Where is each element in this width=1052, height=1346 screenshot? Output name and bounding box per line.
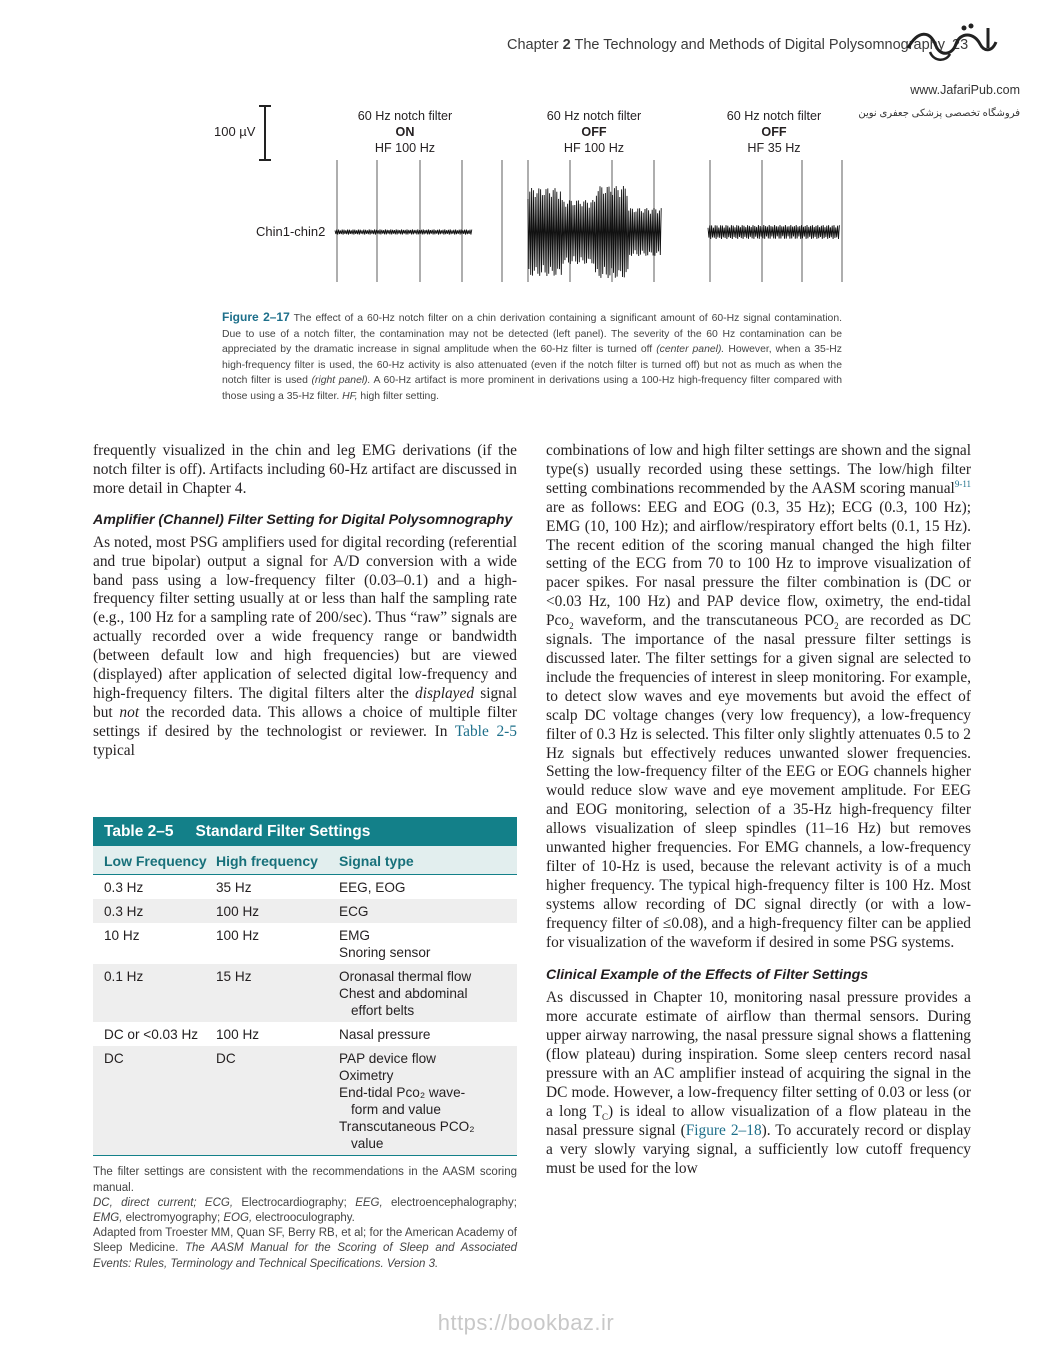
section-heading-amplifier: Amplifier (Channel) Filter Setting for Digital Polysomnography bbox=[93, 511, 513, 528]
table-title-bar bbox=[93, 817, 517, 846]
chapter-label: Chapter bbox=[507, 37, 559, 53]
signal-line: PAP device flow bbox=[339, 1051, 436, 1066]
right-paragraph-1: combinations of low and high filter settings are shown and the signal type(s) usually recorded using these settings. The low/high filter setting combinations recommended by the AASM scoring manual$^{9-11}$ are as follows: EEG and EOG (0.3, 35 Hz); ECG (0.3, 100 Hz); EMG (10, 100 Hz); and airflow/respiratory effort belts (0.1, 15 Hz). The recent edition of the scoring manual changed the high filter setting of the ECG from 70 to 100 Hz to improve visualization of pacer spikes. For nasal pressure the filter combination is (DC or <0.03 Hz, 100 Hz) and PAP device flow, oximetry, the end-tidal Pco$_2$ waveform, and the transcutaneous $PCO_2$ are recorded as DC signals. The importance of the nasal pressure filter settings is discussed later. The filter settings for a given signal are selected to include the frequencies of interest in sleep monitoring. For example, to detect slow waves and eye movements but avoid the effect of scalp DC voltage changes (very low frequency), a low-frequency filter of 0.3 Hz is selected. This filter only slightly attenuates 0.5 to 2 Hz signals but effectively reduces unwanted slower frequencies. Setting the low-frequency filter of the EEG or EOG channels higher would reduce slow wave and eye movement amplitude. For EEG and EOG monitoring, selection of a 35-Hz high-frequency filter allows visualization of sleep spindles (11–16 Hz) but removes unwanted higher frequencies. For EMG channels, a low-frequency filter of 10-Hz is used, because the relevant activity is of a much higher frequency. The typical high-frequency filter is 100 Hz. Most systems allow recording of DC signal directly (or with a low-frequency filter of ≤0.08), and a high-frequency filter can be applied for visualization of the waveform if desired in some PSG systems. bbox=[546, 442, 971, 951]
footer-url[interactable]: https://bookbaz.ir bbox=[437, 1310, 615, 1335]
panel-3-line3: HF 35 Hz bbox=[747, 141, 801, 155]
signal-line: ECG bbox=[339, 904, 369, 919]
caption-text-4: high filter setting. bbox=[357, 390, 439, 402]
panel-2-line2: OFF bbox=[581, 125, 607, 139]
signal-line: Oronasal thermal flow bbox=[339, 969, 472, 984]
cell-high-frequency: 15 Hz bbox=[216, 969, 252, 984]
panel-2-line3: HF 100 Hz bbox=[563, 141, 625, 155]
signal-line: Snoring sensor bbox=[339, 945, 431, 960]
eeg-trace-figure bbox=[250, 100, 850, 290]
table-row bbox=[93, 899, 517, 923]
table-notes bbox=[93, 1165, 517, 1271]
cell-low-frequency: DC or <0.03 Hz bbox=[104, 1027, 199, 1042]
panel-1-line1: 60 Hz notch filter bbox=[357, 109, 453, 123]
table-row bbox=[93, 875, 517, 899]
caption-text-1: The effect of a 60-Hz notch filter on a chin derivation containing a significant amount of 60-Hz signal contamination. Due to use of a notch filter, the contamination may not be detected (left panel). The severity of the 60 Hz contamination can be appreciated by the dramatic increase in signal amplitude when the 60-Hz filter is turned off bbox=[222, 313, 843, 356]
caption-text-2: However, when a 35-Hz high-frequency filter is used, the 60-Hz activity is also attenuated (even if the notch filter is turned off) but not as much as when the notch filter is used bbox=[222, 344, 842, 387]
right-paragraph-2: As discussed in Chapter 10, monitoring nasal pressure provides a more accurate estimate of airflow than thermal sensors. During upper airway narrowing, the nasal pressure signal shows a flattening (flow plateau) during inspiration. Some sleep centers record nasal pressure with an AC amplifier instead of acquiring the signal in the DC mode. However, a low-frequency filter setting of 0.03 or less (or a long $T_C$) is ideal to allow visualization of a flow plateau in the nasal pressure signal (Figure 2–18). To accurately record or display a very slowly varying signal, a sufficiently low cutoff frequency must be used for the low bbox=[546, 989, 971, 1177]
cell-low-frequency: DC bbox=[104, 1051, 124, 1066]
table-note-2: DC, direct current; ECG, Electrocardiography; EEG, electroencephalography; EMG, electromyography; EOG, electrooculography. bbox=[93, 1196, 517, 1224]
panel-2-line1: 60 Hz notch filter bbox=[546, 109, 642, 123]
figure-2-18-link[interactable]: Figure 2–18 bbox=[685, 1121, 762, 1139]
left-paragraph-1: frequently visualized in the chin and leg EMG derivations (if the notch filter is off). Artifacts including 60-Hz artifact are discussed in more detail in Chapter 4. bbox=[93, 442, 517, 497]
chapter-title: The Technology and Methods of Digital Polysomnography bbox=[574, 37, 945, 53]
publisher-logo-icon bbox=[900, 18, 1000, 68]
caption-italic-1: (center panel). bbox=[656, 344, 725, 356]
left-column bbox=[93, 442, 517, 761]
figure-caption bbox=[222, 310, 842, 405]
cell-high-frequency: 100 Hz bbox=[216, 1027, 260, 1042]
table-row bbox=[93, 1046, 517, 1155]
signal-line: EEG, EOG bbox=[339, 880, 406, 895]
table-number: Table 2–5 bbox=[104, 823, 174, 840]
cell-high-frequency: 100 Hz bbox=[216, 904, 260, 919]
panel-1-line3: HF 100 Hz bbox=[374, 141, 436, 155]
traces bbox=[335, 186, 839, 278]
col-header-low: Low Frequency bbox=[104, 853, 207, 869]
signal-trace-panel-2 bbox=[528, 186, 661, 278]
table-header-row bbox=[93, 846, 517, 875]
cell-high-frequency: 35 Hz bbox=[216, 880, 252, 895]
col-header-signal: Signal type bbox=[339, 853, 414, 869]
chapter-number: 2 bbox=[562, 37, 571, 53]
cell-low-frequency: 0.1 Hz bbox=[104, 969, 144, 984]
signal-line: Chest and abdominal bbox=[339, 986, 468, 1001]
caption-italic-3: HF, bbox=[342, 390, 358, 402]
cell-low-frequency: 0.3 Hz bbox=[104, 904, 144, 919]
section-heading-clinical-example: Clinical Example of the Effects of Filter Settings bbox=[546, 967, 869, 984]
signal-trace-panel-3 bbox=[708, 225, 839, 239]
signal-line: Transcutaneous PCO₂ bbox=[339, 1119, 475, 1134]
table-2-5 bbox=[93, 817, 517, 1272]
cell-signal-type bbox=[339, 1026, 517, 1043]
signal-line: Oximetry bbox=[339, 1068, 394, 1083]
right-column bbox=[546, 442, 971, 1179]
col-header-high: High frequency bbox=[216, 853, 318, 869]
table-row bbox=[93, 964, 517, 1022]
watermark-persian: فروشگاه تخصصی پزشکی جعفری نوین bbox=[858, 108, 1020, 119]
reference-superscript[interactable]: 9-11 bbox=[954, 478, 971, 489]
signal-line: End-tidal Pco₂ wave- bbox=[339, 1085, 466, 1100]
channel-label: Chin1-chin2 bbox=[256, 224, 326, 239]
cell-high-frequency: DC bbox=[216, 1051, 236, 1066]
cell-signal-type bbox=[339, 1050, 517, 1152]
signal-line: form and value bbox=[351, 1102, 441, 1117]
watermark-url: www.JafariPub.com bbox=[910, 83, 1020, 97]
cell-signal-type bbox=[339, 879, 517, 896]
cell-low-frequency: 10 Hz bbox=[104, 928, 140, 943]
scale-label: 100 µV bbox=[214, 124, 256, 139]
table-row bbox=[93, 1022, 517, 1046]
signal-trace-panel-1 bbox=[335, 230, 472, 235]
scale-bar bbox=[259, 106, 271, 160]
cell-signal-type bbox=[339, 927, 517, 961]
panel-3-line2: OFF bbox=[761, 125, 787, 139]
table-bottom-rule bbox=[93, 1155, 517, 1156]
signal-line: Nasal pressure bbox=[339, 1027, 431, 1042]
panel-1-line2: ON bbox=[395, 125, 415, 139]
running-head bbox=[0, 37, 945, 53]
table-body bbox=[93, 875, 517, 1155]
caption-italic-2: (right panel). bbox=[311, 375, 371, 387]
cell-low-frequency: 0.3 Hz bbox=[104, 880, 144, 895]
cell-high-frequency: 100 Hz bbox=[216, 928, 260, 943]
panel-3-line1: 60 Hz notch filter bbox=[726, 109, 822, 123]
table-row bbox=[93, 923, 517, 964]
signal-line: EMG bbox=[339, 928, 370, 943]
table-note-3: Adapted from Troester MM, Quan SF, Berry RB, et al; for the American Academy of Sleep Medicine. The AASM Manual for the Scoring of Sleep and Associated Events: Rules, Terminology and Technical Specifications. Version 3. bbox=[93, 1227, 517, 1270]
table-note-1: The filter settings are consistent with the recommendations in the AASM scoring manual. bbox=[93, 1166, 517, 1194]
caption-text-3: A 60-Hz artifact is more prominent in derivations using a 100-Hz high-frequency filter compared with those using a 35-Hz filter. bbox=[222, 375, 842, 402]
page-number: 23 bbox=[952, 37, 969, 53]
table-title: Standard Filter Settings bbox=[195, 823, 371, 840]
cell-signal-type bbox=[339, 903, 517, 920]
signal-line: value bbox=[351, 1136, 384, 1151]
table-2-5-link[interactable]: Table 2-5 bbox=[454, 722, 517, 740]
signal-line: effort belts bbox=[351, 1003, 415, 1018]
figure-label: Figure 2–17 bbox=[222, 310, 290, 324]
left-paragraph-2: As noted, most PSG amplifiers used for digital recording (referential and true bipolar) output a signal for A/D conversion with a wide band pass using a low-frequency filter (0.03–0.1) and a high-frequency filter setting usually at or less than half the sampling rate (e.g., 100 Hz for a sampling rate of 200/sec). Thus “raw” signals are actually recorded over a wide frequency range or bandwidth (between default low and high frequencies) but are viewed (displayed) after application of selected digital low-frequency and high-frequency filters. The digital filters alter the displayed signal but not the recorded data. This allows a choice of multiple filter settings if desired by the technologist or reviewer. In Table 2-5 typical bbox=[93, 533, 518, 759]
cell-signal-type bbox=[339, 968, 517, 1019]
